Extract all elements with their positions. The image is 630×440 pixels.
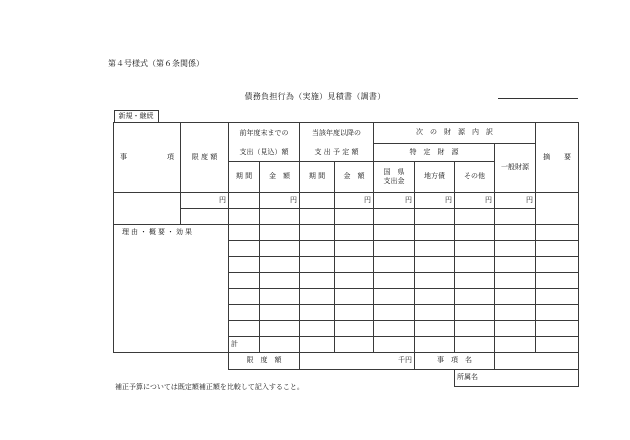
grid-cell[interactable] [415, 272, 455, 288]
department-field[interactable] [455, 369, 579, 386]
grid-cell[interactable] [536, 320, 579, 336]
grid-cell[interactable] [260, 224, 300, 240]
limit-summary-value[interactable] [300, 352, 415, 369]
grid-cell[interactable] [374, 256, 415, 272]
grid-cell[interactable] [495, 240, 536, 256]
limit-amount-cell[interactable] [181, 208, 229, 224]
subsidy-label: 支出金 [383, 176, 405, 185]
this-amount-cell[interactable] [335, 208, 374, 224]
this-amount-header: 金 額 [335, 161, 374, 192]
grid-cell[interactable] [335, 272, 374, 288]
other-unit: 円 [455, 192, 495, 208]
grid-cell[interactable] [229, 320, 260, 336]
grid-cell[interactable] [229, 256, 260, 272]
grid-cell[interactable] [374, 304, 415, 320]
estimate-form-table [113, 105, 579, 387]
grid-cell[interactable] [455, 288, 495, 304]
grid-cell[interactable] [536, 288, 579, 304]
grid-cell[interactable] [415, 288, 455, 304]
reason-label-text: 理由・概要・効果 [122, 228, 194, 237]
grid-cell[interactable] [300, 224, 335, 240]
grid-cell[interactable] [415, 320, 455, 336]
this-period-cell[interactable] [300, 208, 335, 224]
grid-cell[interactable] [415, 304, 455, 320]
remarks-header: 摘 要 [536, 122, 579, 192]
grid-cell[interactable] [495, 224, 536, 240]
grid-cell[interactable] [229, 224, 260, 240]
thousand-yen-unit: 千円 [398, 356, 412, 365]
limit-summary-blank [114, 352, 229, 369]
grid-cell[interactable] [260, 272, 300, 288]
national-pref-cell[interactable] [374, 208, 415, 224]
grid-cell[interactable] [495, 256, 536, 272]
remarks-cell[interactable] [536, 192, 579, 224]
grid-cell[interactable] [260, 304, 300, 320]
prev-amount-unit: 円 [260, 192, 300, 208]
grid-cell[interactable] [260, 240, 300, 256]
grid-cell[interactable] [415, 240, 455, 256]
grid-cell[interactable] [495, 288, 536, 304]
grid-cell[interactable] [455, 224, 495, 240]
limit-amount-header: 限 度 額 [181, 122, 229, 192]
grid-cell[interactable] [415, 256, 455, 272]
table-row [114, 192, 579, 208]
grid-cell[interactable] [335, 304, 374, 320]
general-source-header: 一般財源 [495, 143, 536, 192]
grid-cell[interactable] [536, 272, 579, 288]
local-bond-unit: 円 [415, 192, 455, 208]
local-bond-header: 地方債 [415, 161, 455, 192]
grid-cell[interactable] [335, 320, 374, 336]
prev-amount-header: 金 額 [260, 161, 300, 192]
matter-name-field[interactable] [495, 352, 579, 369]
grid-cell[interactable] [374, 320, 415, 336]
total-cell[interactable] [455, 336, 495, 352]
other-cell[interactable] [455, 208, 495, 224]
grid-cell[interactable] [536, 224, 579, 240]
grid-cell[interactable] [455, 272, 495, 288]
grid-cell[interactable] [335, 224, 374, 240]
limit-amount-unit: 円 [181, 192, 229, 208]
title-underline [498, 98, 578, 99]
grid-cell[interactable] [455, 256, 495, 272]
grid-cell[interactable] [300, 304, 335, 320]
table-row [114, 240, 579, 256]
item-header-left: 事 [120, 152, 127, 161]
grid-cell[interactable] [495, 304, 536, 320]
national-pref-label: 国 県 [383, 168, 405, 177]
item-input-cell[interactable] [114, 192, 181, 224]
grid-cell[interactable] [260, 256, 300, 272]
grid-cell[interactable] [300, 240, 335, 256]
grid-cell[interactable] [374, 224, 415, 240]
grid-cell[interactable] [335, 240, 374, 256]
grid-cell[interactable] [536, 304, 579, 320]
grid-cell[interactable] [260, 320, 300, 336]
footnote: 補正予算については既定額補正額を比較して記入すること。 [115, 383, 304, 391]
table-row [114, 208, 579, 224]
total-cell[interactable] [260, 336, 300, 352]
general-source-cell[interactable] [495, 208, 536, 224]
this-amount-unit: 円 [335, 192, 374, 208]
prev-amount-cell[interactable] [260, 208, 300, 224]
reason-input-area[interactable] [114, 240, 229, 352]
prev-year-header-line2: 支出（見込）額 [229, 143, 300, 161]
document-title: 債務負担行為（実施）見積書（調書） [244, 92, 386, 101]
matter-name-label: 事 項 名 [415, 352, 495, 369]
grid-cell[interactable] [300, 288, 335, 304]
total-cell[interactable] [300, 336, 335, 352]
total-cell[interactable] [536, 336, 579, 352]
grid-cell[interactable] [415, 224, 455, 240]
prev-period-header: 期 間 [229, 161, 260, 192]
reason-label [114, 224, 229, 240]
grid-cell[interactable] [374, 240, 415, 256]
grid-cell[interactable] [536, 240, 579, 256]
item-header-right: 項 [167, 152, 174, 161]
grid-cell[interactable] [229, 240, 260, 256]
national-pref-subsidy-header [374, 161, 415, 192]
funding-breakdown-header: 次 の 財 源 内 訳 [374, 122, 536, 143]
prev-period-cell[interactable] [229, 192, 260, 208]
this-period-header: 期 間 [300, 161, 335, 192]
grid-cell[interactable] [300, 320, 335, 336]
grid-cell[interactable] [455, 240, 495, 256]
grid-cell[interactable] [455, 320, 495, 336]
local-bond-cell[interactable] [415, 208, 455, 224]
new-continue-row [114, 105, 579, 122]
total-cell[interactable] [374, 336, 415, 352]
grid-cell[interactable] [374, 272, 415, 288]
national-pref-unit: 円 [374, 192, 415, 208]
grid-cell[interactable] [495, 320, 536, 336]
grid-cell[interactable] [335, 288, 374, 304]
item-header-cell [114, 122, 181, 192]
grid-cell[interactable] [229, 304, 260, 320]
grid-cell[interactable] [495, 272, 536, 288]
total-cell[interactable] [415, 336, 455, 352]
total-label: 計 [229, 336, 260, 352]
grid-cell[interactable] [229, 272, 260, 288]
this-period-cell[interactable] [300, 192, 335, 208]
limit-summary-label: 限 度 額 [229, 352, 300, 369]
grid-cell[interactable] [229, 288, 260, 304]
this-year-header-line1: 当該年度以降の [300, 122, 374, 143]
this-year-header-line2: 支 出 予 定 額 [300, 143, 374, 161]
grid-cell[interactable] [455, 304, 495, 320]
other-header: その他 [455, 161, 495, 192]
general-source-unit: 円 [495, 192, 536, 208]
grid-cell[interactable] [335, 256, 374, 272]
grid-cell[interactable] [374, 288, 415, 304]
form-number: 第４号様式（第６条関係） [108, 59, 204, 68]
limit-summary-row [114, 352, 579, 369]
specific-sources-header: 特 定 財 源 [374, 143, 495, 161]
prev-year-header-line1: 前年度末までの [229, 122, 300, 143]
grid-cell[interactable] [536, 256, 579, 272]
grid-cell[interactable] [300, 272, 335, 288]
department-label: 所属名 [457, 373, 478, 382]
header-row-1 [114, 122, 579, 143]
grid-cell[interactable] [300, 256, 335, 272]
grid-cell[interactable] [260, 288, 300, 304]
total-cell[interactable] [335, 336, 374, 352]
new-continue-label: 新規・継続 [114, 110, 159, 121]
prev-period-cell[interactable] [229, 208, 260, 224]
table-row [114, 224, 579, 240]
total-cell[interactable] [495, 336, 536, 352]
